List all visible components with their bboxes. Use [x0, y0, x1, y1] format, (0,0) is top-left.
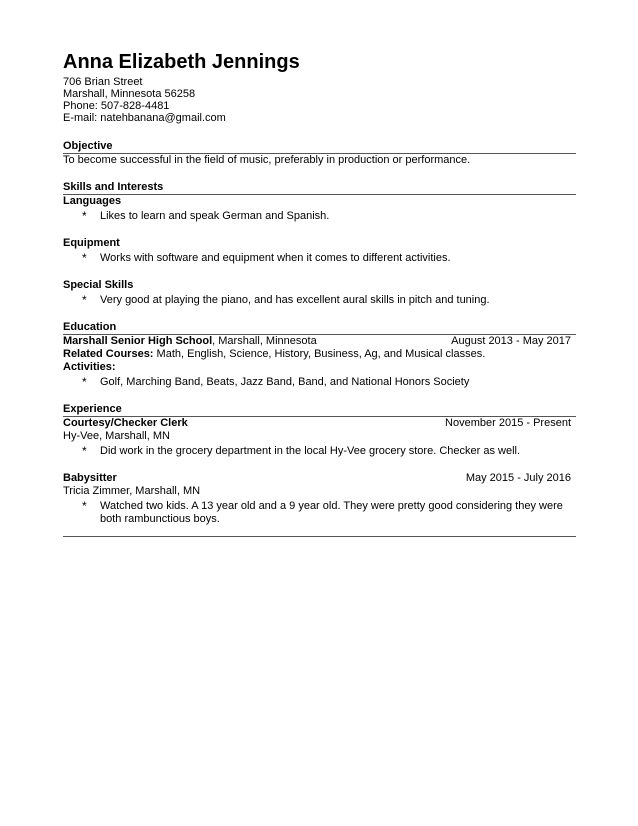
bullet-marker: *	[82, 293, 87, 307]
list-item	[63, 500, 576, 526]
skills-group-title: Special Skills	[63, 279, 134, 291]
job-entry	[63, 472, 576, 526]
school-dates: August 2013 - May 2017	[451, 335, 571, 347]
objective-section	[63, 140, 576, 167]
applicant-name: Anna Elizabeth Jennings	[63, 51, 300, 73]
list-item	[63, 252, 576, 265]
job-entry	[63, 417, 576, 458]
list-item-text: Very good at playing the piano, and has excellent aural skills in pitch and tuning.	[100, 294, 490, 306]
skills-group-title: Languages	[63, 195, 122, 207]
bullet-marker: *	[82, 209, 87, 223]
skills-heading: Skills and Interests	[63, 181, 576, 195]
address-line: 706 Brian Street	[63, 76, 143, 88]
skills-group-languages	[63, 195, 576, 223]
job-employer: Hy-Vee, Marshall, MN	[63, 430, 170, 442]
skills-group-title: Equipment	[63, 237, 120, 249]
list-item-text: Golf, Marching Band, Beats, Jazz Band, Band, and National Honors Society	[100, 376, 470, 388]
skills-group-equipment	[63, 237, 576, 265]
list-item-text: Works with software and equipment when it comes to different activities.	[100, 252, 451, 264]
school-row	[63, 335, 576, 348]
objective-text: To become successful in the field of music, preferably in production or performance.	[63, 154, 471, 166]
list-item	[63, 376, 576, 389]
bullet-marker: *	[82, 375, 87, 389]
list-item	[63, 210, 576, 223]
job-dates: November 2015 - Present	[445, 417, 571, 429]
bullet-marker: *	[82, 251, 87, 265]
resume-header	[63, 50, 576, 124]
school-location: , Marshall, Minnesota	[212, 335, 317, 347]
list-item-text: Likes to learn and speak German and Spanish.	[100, 210, 330, 222]
bullet-marker: *	[82, 444, 87, 458]
skills-group-special	[63, 279, 576, 307]
resume-content	[63, 50, 576, 537]
list-item-text: Watched two kids. A 13 year old and a 9 year old. They were pretty good considering they were both rambunctious boys.	[100, 500, 563, 525]
school-info	[63, 335, 317, 348]
bullet-marker: *	[82, 499, 87, 513]
related-courses	[63, 348, 576, 361]
courses-label: Related Courses:	[63, 348, 154, 360]
education-heading: Education	[63, 321, 576, 335]
job-dates: May 2015 - July 2016	[465, 472, 571, 484]
school-name: Marshall Senior High School	[63, 335, 213, 347]
job-title: Babysitter	[63, 472, 117, 484]
skills-section	[63, 181, 576, 307]
job-title-row	[63, 417, 576, 430]
email-line: E-mail: natehbanana@gmail.com	[63, 112, 226, 124]
job-title: Courtesy/Checker Clerk	[63, 417, 188, 429]
education-section	[63, 321, 576, 389]
bottom-divider	[63, 536, 576, 537]
job-title-row	[63, 472, 576, 485]
experience-section	[63, 403, 576, 537]
job-employer: Tricia Zimmer, Marshall, MN	[63, 485, 201, 497]
activities-label: Activities:	[63, 361, 116, 373]
experience-heading: Experience	[63, 403, 576, 417]
courses-text: Math, English, Science, History, Business, Ag, and Musical classes.	[153, 348, 486, 360]
list-item	[63, 294, 576, 307]
city-line: Marshall, Minnesota 56258	[63, 88, 196, 100]
phone-line: Phone: 507-828-4481	[63, 100, 170, 112]
list-item	[63, 445, 576, 458]
list-item-text: Did work in the grocery department in the local Hy-Vee grocery store. Checker as well.	[100, 445, 521, 457]
objective-heading: Objective	[63, 140, 576, 154]
